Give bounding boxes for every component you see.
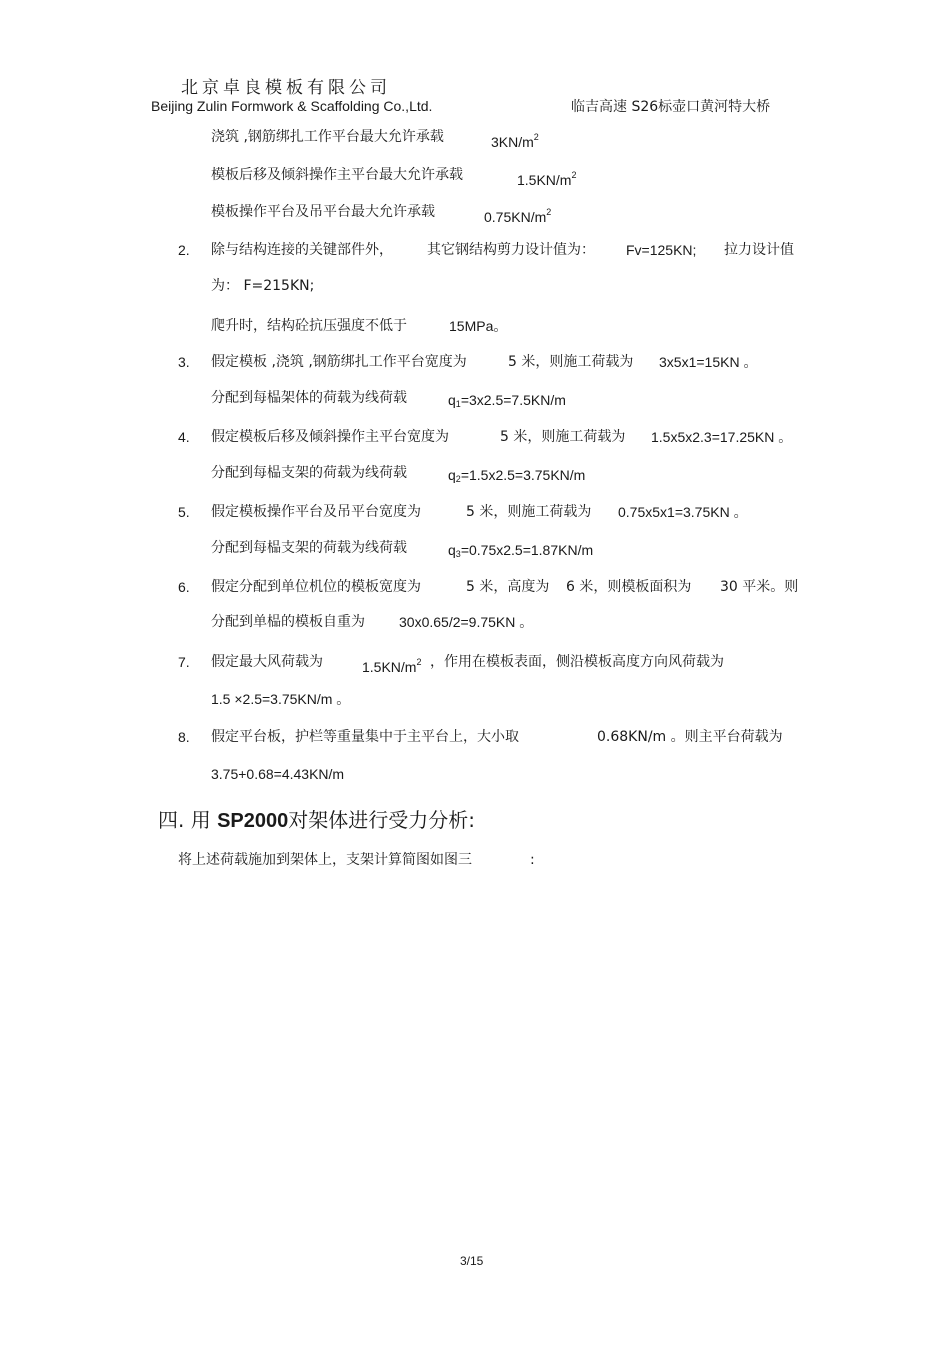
item-6-text-e: 分配到单榀的模板自重为 (211, 614, 365, 630)
item-number: 4. (178, 429, 190, 445)
item-5-text-a: 假定模板操作平台及吊平台宽度为 (211, 504, 421, 520)
item-2-text-d: 拉力设计值 (724, 242, 794, 258)
item-4-text-d: 分配到每榀支架的荷载为线荷载 (211, 465, 407, 481)
company-name-en: Beijing Zulin Formwork & Scaffolding Co.,Ltd. (151, 98, 433, 114)
item-5-text-c: 0.75x5x1=3.75KN 。 (618, 504, 748, 520)
item-4-formula: $q_2=1.5x2.5=3.75KN/m$ (448, 467, 586, 484)
item-7-text-c: ，作用在模板表面，侧沿模板高度方向风荷载为 (430, 654, 724, 670)
page-number: 3/15 (460, 1254, 484, 1268)
section-intro-colon: : (530, 852, 535, 868)
load-value-1: $3KN/m^2$ (491, 132, 539, 150)
item-number: 5. (178, 504, 190, 520)
load-label-1: 浇筑 ,钢筋绑扎工作平台最大允许承载 (211, 129, 444, 145)
item-number: 2. (178, 242, 190, 258)
item-3-text-b: 5 米，则施工荷载为 (508, 354, 634, 370)
item-6-text-f: 30x0.65/2=9.75KN 。 (399, 614, 534, 630)
item-5-formula: $q_3=0.75x2.5=1.87KN/m$ (448, 542, 594, 559)
item-4-text-b: 5 米，则施工荷载为 (500, 429, 626, 445)
load-value-2: $1.5KN/m^2$ (517, 170, 577, 188)
item-8-text-a: 假定平台板，护栏等重量集中于主平台上，大小取 (211, 729, 519, 745)
load-label-3: 模板操作平台及吊平台最大允许承载 (211, 204, 435, 220)
item-3-formula: $q_1=3x2.5=7.5KN/m$ (448, 392, 566, 409)
item-number: 6. (178, 579, 190, 595)
item-8-text-b: 0.68KN/m 。则主平台荷载为 (597, 729, 783, 745)
item-number: 7. (178, 654, 190, 670)
item-3-text-a: 假定模板 ,浇筑 ,钢筋绑扎工作平台宽度为 (211, 354, 467, 370)
item-7-text-d: 1.5 ×2.5=3.75KN/m 。 (211, 691, 351, 707)
item-8-text-c: 3.75+0.68=4.43KN/m (211, 766, 345, 782)
item-2-text-g: 15MPa。 (449, 318, 508, 334)
company-name-cn: 北京卓良模板有限公司 (181, 78, 391, 98)
section-intro: 将上述荷载施加到架体上，支架计算简图如图三 (178, 852, 472, 868)
item-6-text-a: 假定分配到单位机位的模板宽度为 (211, 579, 421, 595)
item-6-text-c: 6 米，则模板面积为 (566, 579, 692, 595)
item-number: 8. (178, 729, 190, 745)
item-6-text-b: 5 米，高度为 (466, 579, 550, 595)
section-heading: 四. 用 SP2000对架体进行受力分析: (158, 808, 475, 832)
item-5-text-d: 分配到每榀支架的荷载为线荷载 (211, 540, 407, 556)
item-7-text-a: 假定最大风荷载为 (211, 654, 323, 670)
item-2-text-e: 为： F=215KN; (211, 278, 315, 294)
project-name: 临吉高速 S26标壶口黄河特大桥 (571, 99, 771, 115)
item-3-text-d: 分配到每榀架体的荷载为线荷载 (211, 390, 407, 406)
item-4-text-a: 假定模板后移及倾斜操作主平台宽度为 (211, 429, 449, 445)
item-4-text-c: 1.5x5x2.3=17.25KN 。 (651, 429, 793, 445)
load-value-3: $0.75KN/m^2$ (484, 207, 552, 225)
item-6-text-d: 30 平米。则 (720, 579, 799, 595)
item-number: 3. (178, 354, 190, 370)
item-2-text-c: Fv=125KN; (626, 242, 697, 258)
item-2-text-a: 除与结构连接的关键部件外， (211, 242, 393, 258)
item-2-text-b: 其它钢结构剪力设计值为： (427, 242, 595, 258)
item-3-text-c: 3x5x1=15KN 。 (659, 354, 758, 370)
item-7-text-b: $1.5KN/m^2$ (362, 657, 422, 675)
load-label-2: 模板后移及倾斜操作主平台最大允许承载 (211, 167, 463, 183)
item-5-text-b: 5 米，则施工荷载为 (466, 504, 592, 520)
item-2-text-f: 爬升时，结构砼抗压强度不低于 (211, 318, 407, 334)
